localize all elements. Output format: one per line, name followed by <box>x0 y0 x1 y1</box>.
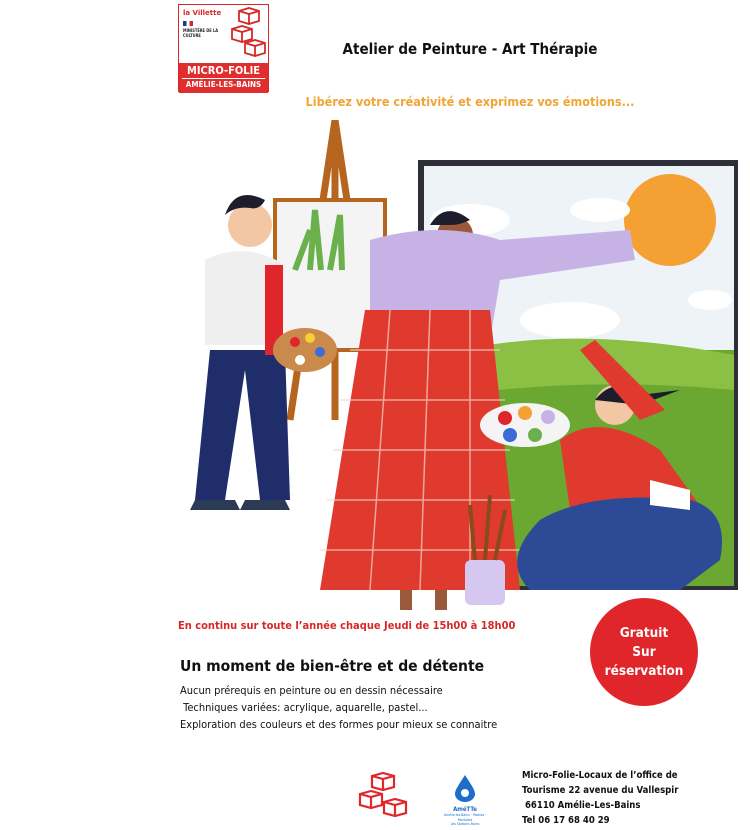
contact-address <box>522 768 678 828</box>
address-line-1: Micro-Folie-Locaux de l’office de <box>522 770 678 781</box>
republique-flag-icon <box>183 21 193 26</box>
badge-line-3: réservation <box>604 662 684 679</box>
painting-illustration <box>170 120 750 610</box>
amelie-name: AméTTe <box>453 806 477 813</box>
la-villette-label: la Villette <box>183 9 222 17</box>
micro-folie-city: AMÉLIE-LES-BAINS <box>182 78 265 90</box>
free-reservation-badge <box>590 598 698 706</box>
schedule-text: En continu sur toute l’année chaque Jeudi de 15h00 à 18h00 <box>178 619 516 632</box>
micro-folie-band <box>179 63 268 93</box>
detail-line-2: Techniques variées: acrylique, aquarelle, pastel... <box>180 701 428 714</box>
water-drop-icon <box>454 774 476 802</box>
amelie-subtag: Les Stations Bains <box>450 822 480 826</box>
page-subtitle: Libérez votre créativité et exprimez vos émotions... <box>305 94 635 109</box>
badge-line-1: Gratuit <box>619 624 669 641</box>
ministry-label: MINISTÈRE DE LA CULTURE <box>183 28 219 38</box>
amelie-logo <box>440 774 490 826</box>
section-heading: Un moment de bien-être et de détente <box>180 657 485 675</box>
amelie-tagline: Amélie-les-Bains · Palalda · Montalba <box>443 813 487 822</box>
badge-line-2: Sur <box>632 643 656 660</box>
detail-line-1: Aucun prérequis en peinture ou en dessin nécessaire <box>180 684 443 697</box>
palette-right <box>480 403 570 447</box>
page-title: Atelier de Peinture - Art Thérapie <box>342 40 598 58</box>
palette-left <box>273 328 337 372</box>
address-line-3: 66110 Amélie-Les-Bains <box>522 800 641 811</box>
micro-folie-logo <box>178 4 269 92</box>
micro-folie-name: MICRO-FOLIE <box>186 64 261 77</box>
detail-line-3: Exploration des couleurs et des formes pour mieux se connaitre <box>180 718 498 731</box>
phone-number: Tel 06 17 68 40 29 <box>522 815 610 826</box>
address-line-2: Tourisme 22 avenue du Vallespir <box>522 785 679 796</box>
micro-folie-cubes-logo-icon <box>356 772 410 824</box>
cubes-icon <box>229 7 267 61</box>
